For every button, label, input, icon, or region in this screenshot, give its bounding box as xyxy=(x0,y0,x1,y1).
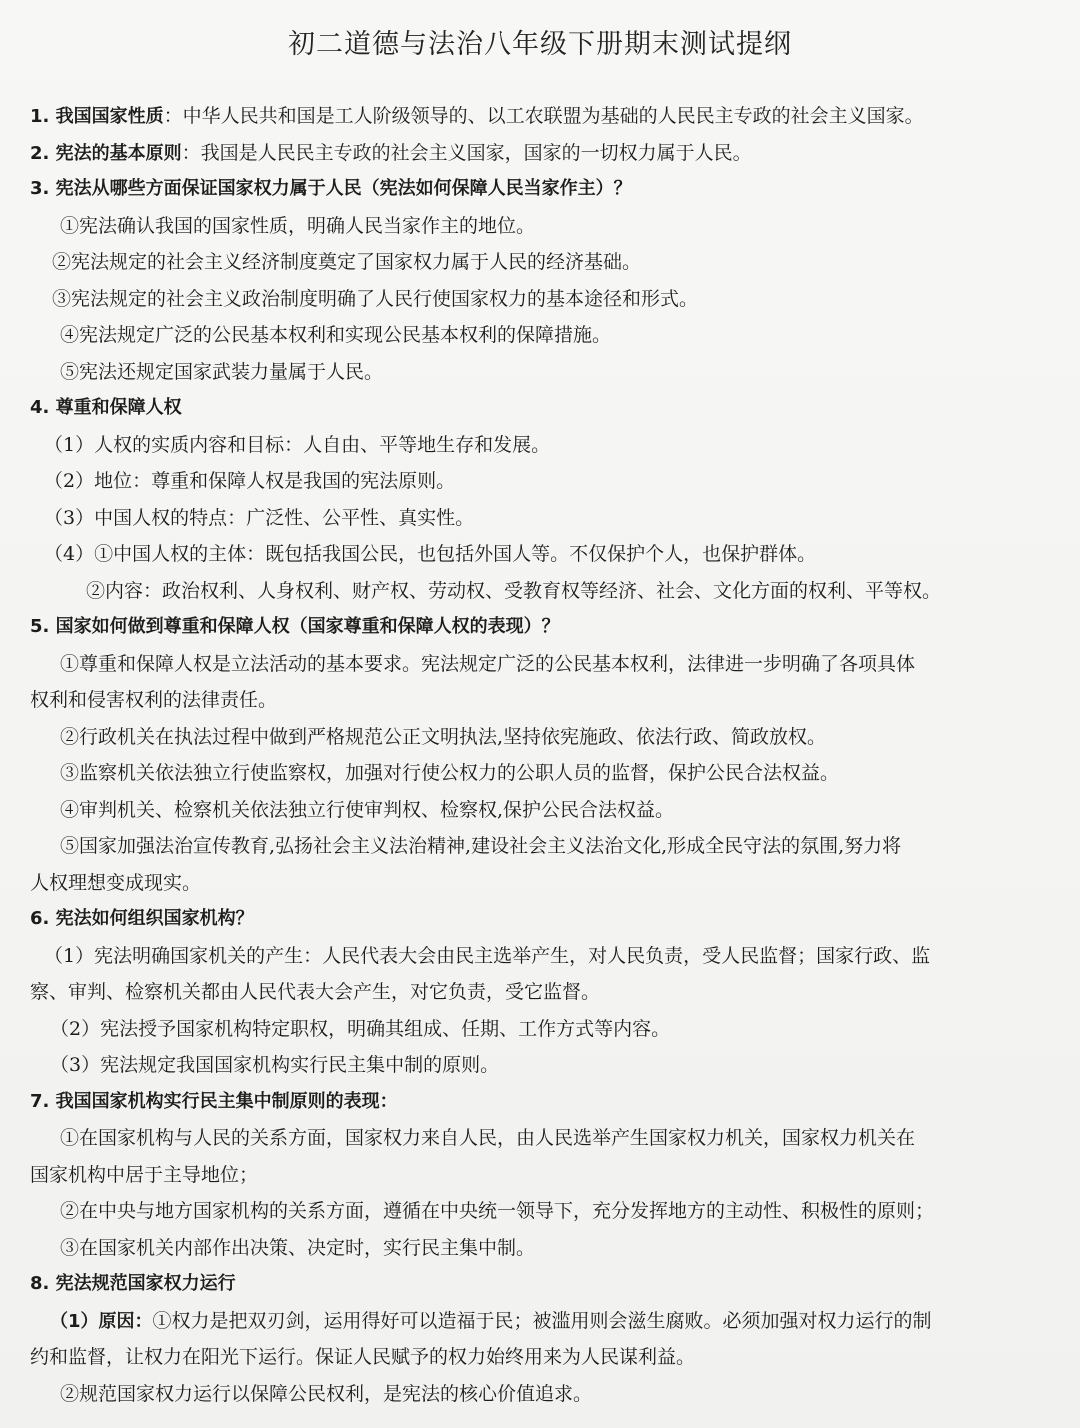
question-3-item: ④宪法规定广泛的公民基本权利和实现公民基本权利的保障措施。 xyxy=(60,324,612,346)
question-1-text: ：中华人民共和国是工人阶级领导的、以工农联盟为基础的人民民主专政的社会主义国家。 xyxy=(163,105,924,127)
question-6-line: （2）宪法授予国家机构特定职权，明确其组成、任期、工作方式等内容。 xyxy=(50,1017,671,1040)
question-7-line: ③在国家机关内部作出决策、决定时，实行民主集中制。 xyxy=(60,1236,536,1259)
question-7-line: 国家机构中居于主导地位； xyxy=(30,1163,259,1186)
question-5-line: ②行政机关在执法过程中做到严格规范公正文明执法,坚持依宪施政、依法行政、简政放权。 xyxy=(60,725,827,748)
question-2-label: 2. 宪法的基本原则 xyxy=(30,142,182,164)
question-2-text: ：我国是人民民主专政的社会主义国家，国家的一切权力属于人民。 xyxy=(181,141,752,164)
page-title: 初二道德与法治八年级下册期末测试提纲 xyxy=(288,29,792,60)
question-4-item: ②内容：政治权利、人身权利、财产权、劳动权、受教育权等经济、社会、文化方面的权利、平等权。 xyxy=(86,579,942,602)
question-5-line: ①尊重和保障人权是立法活动的基本要求。宪法规定广泛的公民基本权利，法律进一步明确了各项具体 xyxy=(60,652,916,675)
question-5-line: ③监察机关依法独立行使监察权，加强对行使公权力的公职人员的监督，保护公民合法权益。 xyxy=(60,762,840,784)
question-8-sub-label: （1）原因： xyxy=(50,1310,153,1332)
question-1-label: 1. 我国国家性质 xyxy=(30,106,164,127)
question-8-line: 约和监督，让权力在阳光下运行。保证人民赋予的权力始终用来为人民谋利益。 xyxy=(30,1346,696,1368)
question-6-heading: 6. 宪法如何组织国家机构？ xyxy=(30,908,254,929)
question-6-line: （3）宪法规定我国国家机构实行民主集中制的原则。 xyxy=(50,1054,500,1076)
question-5-line: 权利和侵害权利的法律责任。 xyxy=(30,689,278,711)
question-4-item: （3）中国人权的特点：广泛性、公平性、真实性。 xyxy=(44,506,475,529)
question-2 xyxy=(30,135,1040,172)
question-6-line: （1）宪法明确国家机关的产生：人民代表大会由民主选举产生，对人民负责，受人民监督；国家行政、监 xyxy=(44,944,931,967)
question-3-heading: 3. 宪法从哪些方面保证国家权力属于人民（宪法如何保障人民当家作主）？ xyxy=(30,178,632,199)
question-3-item: ②宪法规定的社会主义经济制度奠定了国家权力属于人民的经济基础。 xyxy=(52,251,642,273)
question-5-heading: 5. 国家如何做到尊重和保障人权（国家尊重和保障人权的表现）？ xyxy=(30,616,560,637)
question-7-heading: 7. 我国国家机构实行民主集中制原则的表现： xyxy=(30,1090,398,1112)
question-5-line: 人权理想变成现实。 xyxy=(30,871,202,894)
question-1 xyxy=(30,98,1040,135)
outline-content xyxy=(30,98,1040,1412)
question-8-line: ②规范国家权力运行以保障公民权利，是宪法的核心价值追求。 xyxy=(60,1382,593,1405)
question-4-item: （4）①中国人权的主体：既包括我国公民，也包括外国人等。不仅保护个人，也保护群体。 xyxy=(44,543,817,565)
question-7-line: ②在中央与地方国家机构的关系方面，遵循在中央统一领导下，充分发挥地方的主动性、积极性的原则； xyxy=(60,1200,935,1222)
question-4-heading: 4. 尊重和保障人权 xyxy=(30,397,182,418)
question-3-item: ⑤宪法还规定国家武装力量属于人民。 xyxy=(60,360,384,383)
question-5-line: ④审判机关、检察机关依法独立行使审判权、检察权,保护公民合法权益。 xyxy=(60,798,675,821)
question-8-heading: 8. 宪法规范国家权力运行 xyxy=(30,1273,236,1294)
question-8-line xyxy=(30,1303,1040,1340)
question-3-item: ③宪法规定的社会主义政治制度明确了人民行使国家权力的基本途径和形式。 xyxy=(52,287,699,310)
question-4-item: （2）地位：尊重和保障人权是我国的宪法原则。 xyxy=(44,470,456,492)
question-5-line: ⑤国家加强法治宣传教育,弘扬社会主义法治精神,建设社会主义法治文化,形成全民守法的氛围,努力将 xyxy=(60,835,902,857)
question-3-item: ①宪法确认我国的国家性质，明确人民当家作主的地位。 xyxy=(60,214,536,237)
question-8-text: ①权力是把双刃剑，运用得好可以造福于民；被滥用则会滋生腐败。必须加强对权力运行的制 xyxy=(152,1309,932,1332)
question-4-item: （1）人权的实质内容和目标：人自由、平等地生存和发展。 xyxy=(44,433,551,456)
question-7-line: ①在国家机构与人民的关系方面，国家权力来自人民，由人民选举产生国家权力机关，国家权力机关在 xyxy=(60,1127,916,1149)
question-6-line: 察、审判、检察机关都由人民代表大会产生，对它负责，受它监督。 xyxy=(30,981,601,1003)
